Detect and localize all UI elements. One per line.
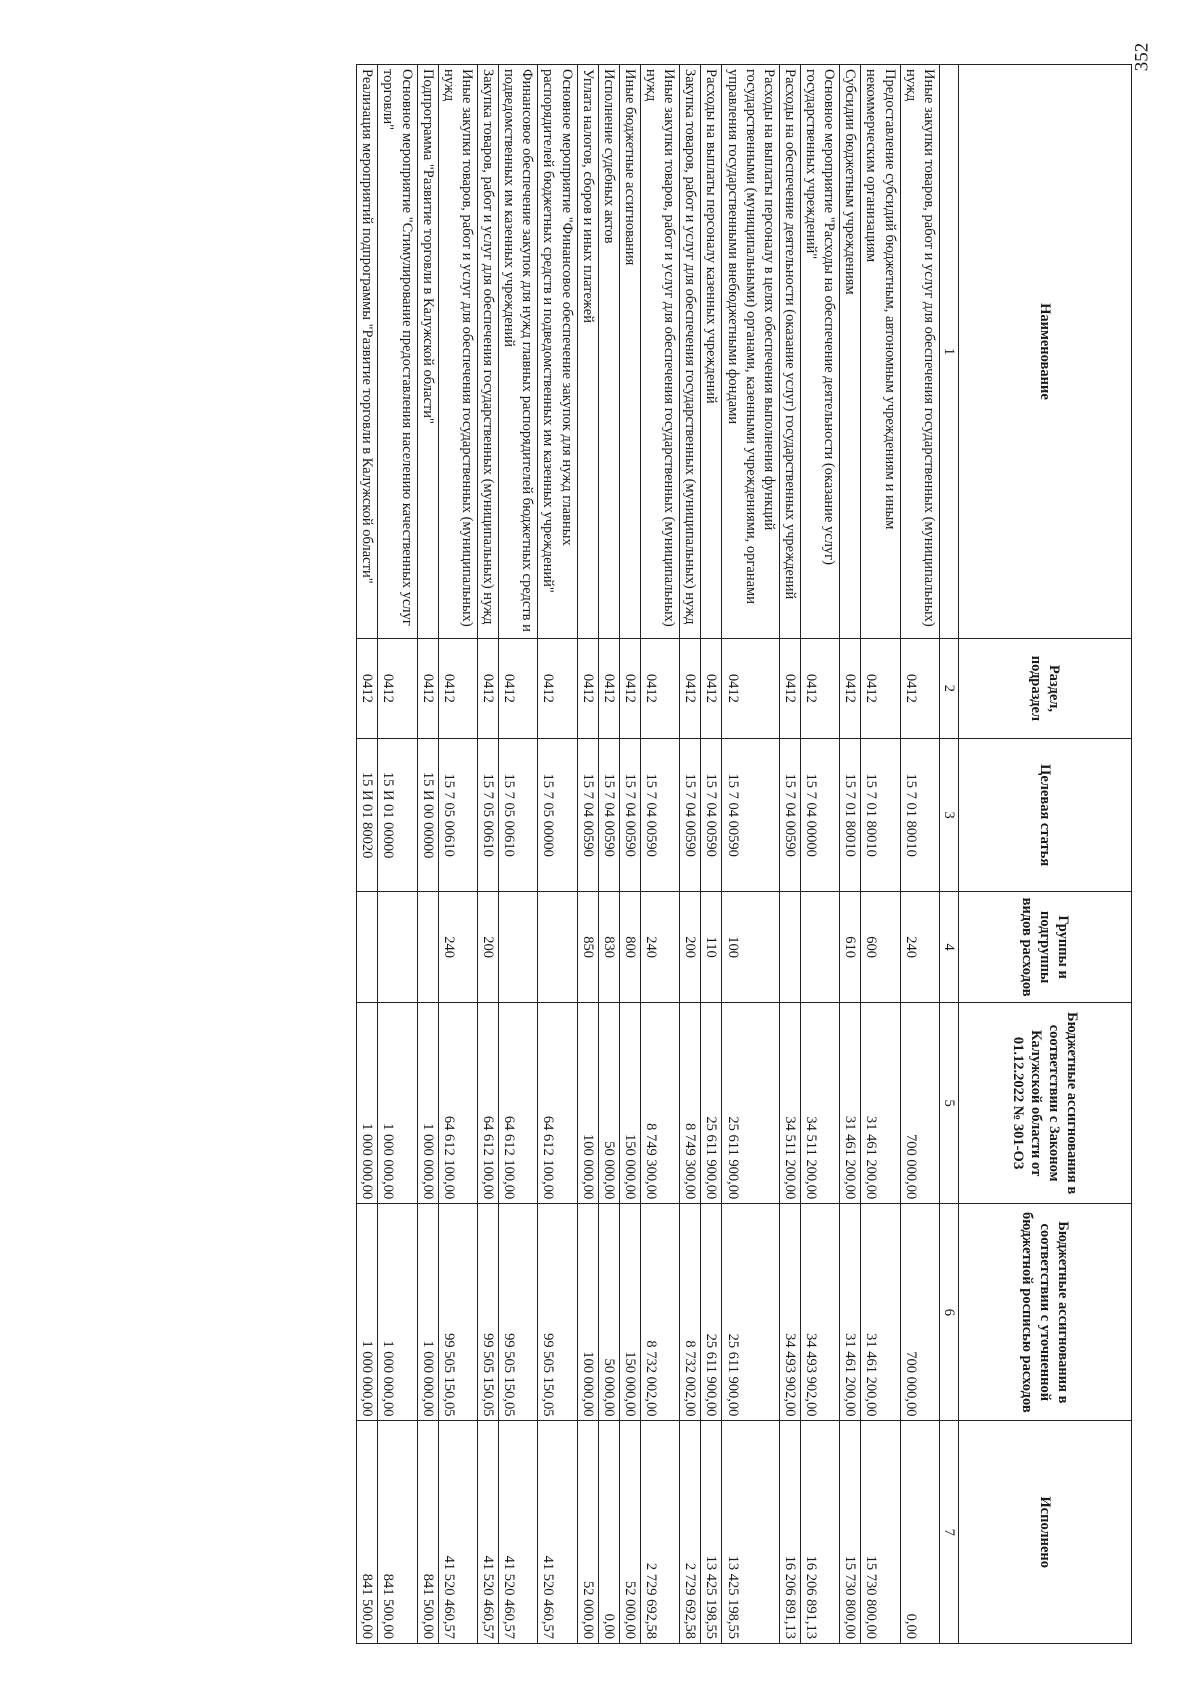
cell-celevaya: 15 7 01 80010	[840, 738, 861, 891]
cell-ispolneno: 0,00	[598, 1421, 619, 1644]
column-number: 4	[939, 892, 958, 1003]
cell-rospis: 1 000 000,00	[378, 1204, 417, 1421]
cell-name: Иные закупки товаров, работ и услуг для обеспечения государственных (муниципальных) нужд	[641, 65, 680, 639]
cell-name: Основное мероприятие "Расходы на обеспечение деятельности (оказание услуг) государственных учреждений"	[801, 65, 840, 639]
cell-razdel: 0412	[641, 638, 680, 738]
cell-celevaya: 15 7 04 00590	[680, 738, 701, 891]
table-row	[779, 65, 800, 1644]
cell-ispolneno: 41 520 460,57	[478, 1421, 499, 1644]
cell-name: Основное мероприятие "Стимулирование предоставления населению качественных услуг торговли"	[378, 65, 417, 639]
cell-name: Основное мероприятие "Финансовое обеспечение закупок для нужд главных распорядителей бюджетных средств и подведомственных им казенных учреждений"	[538, 65, 577, 639]
cell-zakon: 700 000,00	[900, 1003, 939, 1204]
cell-ispolneno: 16 206 891,13	[801, 1421, 840, 1644]
cell-razdel: 0412	[722, 638, 779, 738]
table-body	[357, 65, 940, 1644]
cell-rospis: 100 000,00	[577, 1204, 598, 1421]
cell-gruppa	[538, 892, 577, 1003]
cell-razdel: 0412	[861, 638, 900, 738]
cell-razdel: 0412	[438, 638, 477, 738]
table-row	[840, 65, 861, 1644]
cell-ispolneno: 841 500,00	[357, 1421, 378, 1644]
cell-zakon: 150 000,00	[619, 1003, 640, 1204]
column-number: 5	[939, 1003, 958, 1204]
cell-zakon: 50 000,00	[598, 1003, 619, 1204]
cell-ispolneno: 2 729 692,58	[641, 1421, 680, 1644]
cell-ispolneno: 41 520 460,57	[438, 1421, 477, 1644]
column-number: 1	[939, 65, 958, 639]
cell-gruppa	[499, 892, 538, 1003]
cell-name: Иные бюджетные ассигнования	[619, 65, 640, 639]
cell-ispolneno: 41 520 460,57	[538, 1421, 577, 1644]
budget-table	[356, 64, 1132, 1644]
cell-zakon: 1 000 000,00	[378, 1003, 417, 1204]
table-row	[478, 65, 499, 1644]
cell-name: Предоставление субсидий бюджетным, автономным учреждениям и иным некоммерческим организациям	[861, 65, 900, 639]
cell-razdel: 0412	[499, 638, 538, 738]
cell-celevaya: 15 7 01 80010	[861, 738, 900, 891]
cell-name: Иные закупки товаров, работ и услуг для обеспечения государственных (муниципальных) нужд	[900, 65, 939, 639]
cell-razdel: 0412	[701, 638, 722, 738]
cell-zakon: 25 611 900,00	[722, 1003, 779, 1204]
cell-zakon: 64 612 100,00	[538, 1003, 577, 1204]
cell-ispolneno: 52 000,00	[619, 1421, 640, 1644]
cell-zakon: 64 612 100,00	[438, 1003, 477, 1204]
cell-gruppa	[357, 892, 378, 1003]
cell-celevaya: 15 7 04 00590	[598, 738, 619, 891]
cell-celevaya: 15 7 05 00610	[478, 738, 499, 891]
cell-rospis: 99 505 150,05	[438, 1204, 477, 1421]
table-row	[680, 65, 701, 1644]
column-number: 3	[939, 738, 958, 891]
cell-razdel: 0412	[417, 638, 438, 738]
cell-zakon: 1 000 000,00	[417, 1003, 438, 1204]
cell-gruppa: 830	[598, 892, 619, 1003]
table-row	[641, 65, 680, 1644]
table-row	[619, 65, 640, 1644]
cell-rospis: 1 000 000,00	[357, 1204, 378, 1421]
table-row	[900, 65, 939, 1644]
cell-rospis: 99 505 150,05	[478, 1204, 499, 1421]
header-razdel: Раздел, подраздел	[959, 638, 1132, 738]
cell-ispolneno: 841 500,00	[417, 1421, 438, 1644]
cell-ispolneno: 13 425 198,55	[701, 1421, 722, 1644]
cell-rospis: 34 493 902,00	[779, 1204, 800, 1421]
cell-ispolneno: 13 425 198,55	[722, 1421, 779, 1644]
cell-zakon: 25 611 900,00	[701, 1003, 722, 1204]
table-row	[701, 65, 722, 1644]
cell-razdel: 0412	[538, 638, 577, 738]
cell-zakon: 31 461 200,00	[861, 1003, 900, 1204]
cell-ispolneno: 41 520 460,57	[499, 1421, 538, 1644]
cell-razdel: 0412	[378, 638, 417, 738]
cell-zakon: 64 612 100,00	[499, 1003, 538, 1204]
cell-ispolneno: 16 206 891,13	[779, 1421, 800, 1644]
header-celevaya: Целевая статья	[959, 738, 1132, 891]
cell-rospis: 50 000,00	[598, 1204, 619, 1421]
table-row	[378, 65, 417, 1644]
table-header-row	[959, 65, 1132, 1644]
header-zakon: Бюджетные ассигнования в соответствии с Законом Калужской области от 01.12.2022 № 301-ОЗ	[959, 1003, 1132, 1204]
table-row	[861, 65, 900, 1644]
rotated-table-container	[92, 64, 1132, 1644]
cell-razdel: 0412	[478, 638, 499, 738]
cell-rospis: 99 505 150,05	[538, 1204, 577, 1421]
table-row	[538, 65, 577, 1644]
cell-celevaya: 15 7 05 00610	[499, 738, 538, 891]
cell-gruppa: 850	[577, 892, 598, 1003]
cell-name: Расходы на обеспечение деятельности (оказание услуг) государственных учреждений	[779, 65, 800, 639]
cell-gruppa	[779, 892, 800, 1003]
cell-zakon: 64 612 100,00	[478, 1003, 499, 1204]
cell-rospis: 8 732 002,00	[641, 1204, 680, 1421]
cell-zakon: 8 749 300,00	[641, 1003, 680, 1204]
cell-name: Подпрограмма "Развитие торговли в Калужской области"	[417, 65, 438, 639]
cell-gruppa: 610	[840, 892, 861, 1003]
cell-name: Иные закупки товаров, работ и услуг для обеспечения государственных (муниципальных) нужд	[438, 65, 477, 639]
cell-rospis: 150 000,00	[619, 1204, 640, 1421]
page-number: 352	[1130, 42, 1152, 72]
cell-ispolneno: 2 729 692,58	[680, 1421, 701, 1644]
cell-name: Закупка товаров, работ и услуг для обеспечения государственных (муниципальных) нужд	[478, 65, 499, 639]
cell-razdel: 0412	[801, 638, 840, 738]
cell-gruppa: 800	[619, 892, 640, 1003]
cell-gruppa: 600	[861, 892, 900, 1003]
cell-celevaya: 15 7 01 80010	[900, 738, 939, 891]
cell-gruppa	[417, 892, 438, 1003]
cell-zakon: 31 461 200,00	[840, 1003, 861, 1204]
cell-rospis: 31 461 200,00	[840, 1204, 861, 1421]
cell-celevaya: 15 7 04 00590	[701, 738, 722, 891]
header-gruppy: Группы и подгруппы видов расходов	[959, 892, 1132, 1003]
cell-celevaya: 15 И 01 80020	[357, 738, 378, 891]
cell-zakon: 1 000 000,00	[357, 1003, 378, 1204]
cell-ispolneno: 15 730 800,00	[861, 1421, 900, 1644]
cell-ispolneno: 0,00	[900, 1421, 939, 1644]
cell-celevaya: 15 7 05 00000	[538, 738, 577, 891]
cell-zakon: 100 000,00	[577, 1003, 598, 1204]
cell-gruppa: 200	[680, 892, 701, 1003]
cell-celevaya: 15 7 04 00590	[779, 738, 800, 891]
cell-ispolneno: 841 500,00	[378, 1421, 417, 1644]
cell-celevaya: 15 7 05 00610	[438, 738, 477, 891]
cell-celevaya: 15 7 04 00590	[641, 738, 680, 891]
cell-name: Субсидии бюджетным учреждениям	[840, 65, 861, 639]
cell-name: Закупка товаров, работ и услуг для обеспечения государственных (муниципальных) нужд	[680, 65, 701, 639]
cell-celevaya: 15 7 04 00590	[722, 738, 779, 891]
cell-name: Расходы на выплаты персоналу казенных учреждений	[701, 65, 722, 639]
cell-celevaya: 15 7 04 00590	[577, 738, 598, 891]
cell-gruppa	[801, 892, 840, 1003]
column-number: 7	[939, 1421, 958, 1644]
cell-name: Финансовое обеспечение закупок для нужд главных распорядителей бюджетных средств и подведомственных им казенных учреждений	[499, 65, 538, 639]
cell-razdel: 0412	[900, 638, 939, 738]
cell-rospis: 99 505 150,05	[499, 1204, 538, 1421]
cell-zakon: 34 511 200,00	[801, 1003, 840, 1204]
column-number: 2	[939, 638, 958, 738]
table-row	[722, 65, 779, 1644]
table-row	[417, 65, 438, 1644]
table-row	[801, 65, 840, 1644]
cell-ispolneno: 15 730 800,00	[840, 1421, 861, 1644]
cell-razdel: 0412	[357, 638, 378, 738]
column-number: 6	[939, 1204, 958, 1421]
cell-name: Исполнение судебных актов	[598, 65, 619, 639]
cell-rospis: 1 000 000,00	[417, 1204, 438, 1421]
cell-razdel: 0412	[779, 638, 800, 738]
cell-rospis: 25 611 900,00	[701, 1204, 722, 1421]
cell-name: Расходы на выплаты персоналу в целях обеспечения выполнения функций государственными (муниципальными) органами, казенными учреждениями, органами управления государственными внебюджетными фондами	[722, 65, 779, 639]
table-row	[598, 65, 619, 1644]
table-row	[577, 65, 598, 1644]
table-row	[499, 65, 538, 1644]
column-number-row	[939, 65, 958, 1644]
cell-celevaya: 15 7 04 00590	[619, 738, 640, 891]
cell-rospis: 31 461 200,00	[861, 1204, 900, 1421]
cell-gruppa: 240	[641, 892, 680, 1003]
cell-zakon: 8 749 300,00	[680, 1003, 701, 1204]
cell-razdel: 0412	[840, 638, 861, 738]
cell-ispolneno: 52 000,00	[577, 1421, 598, 1644]
table-row	[438, 65, 477, 1644]
cell-gruppa: 200	[478, 892, 499, 1003]
header-ispolneno: Исполнено	[959, 1421, 1132, 1644]
cell-razdel: 0412	[577, 638, 598, 738]
header-rospis: Бюджетные ассигнования в соответствии с уточненной бюджетной росписью расходов	[959, 1204, 1132, 1421]
cell-razdel: 0412	[680, 638, 701, 738]
table-row	[357, 65, 378, 1644]
cell-gruppa: 100	[722, 892, 779, 1003]
cell-gruppa: 110	[701, 892, 722, 1003]
header-name: Наименование	[959, 65, 1132, 639]
cell-razdel: 0412	[619, 638, 640, 738]
cell-name: Уплата налогов, сборов и иных платежей	[577, 65, 598, 639]
cell-rospis: 25 611 900,00	[722, 1204, 779, 1421]
cell-gruppa: 240	[900, 892, 939, 1003]
cell-celevaya: 15 7 04 00000	[801, 738, 840, 891]
cell-razdel: 0412	[598, 638, 619, 738]
cell-zakon: 34 511 200,00	[779, 1003, 800, 1204]
cell-gruppa	[378, 892, 417, 1003]
cell-rospis: 34 493 902,00	[801, 1204, 840, 1421]
cell-gruppa: 240	[438, 892, 477, 1003]
cell-celevaya: 15 И 01 00000	[378, 738, 417, 891]
cell-celevaya: 15 И 00 00000	[417, 738, 438, 891]
cell-rospis: 8 732 002,00	[680, 1204, 701, 1421]
cell-rospis: 700 000,00	[900, 1204, 939, 1421]
cell-name: Реализация мероприятий подпрограммы "Развитие торговли в Калужской области"	[357, 65, 378, 639]
